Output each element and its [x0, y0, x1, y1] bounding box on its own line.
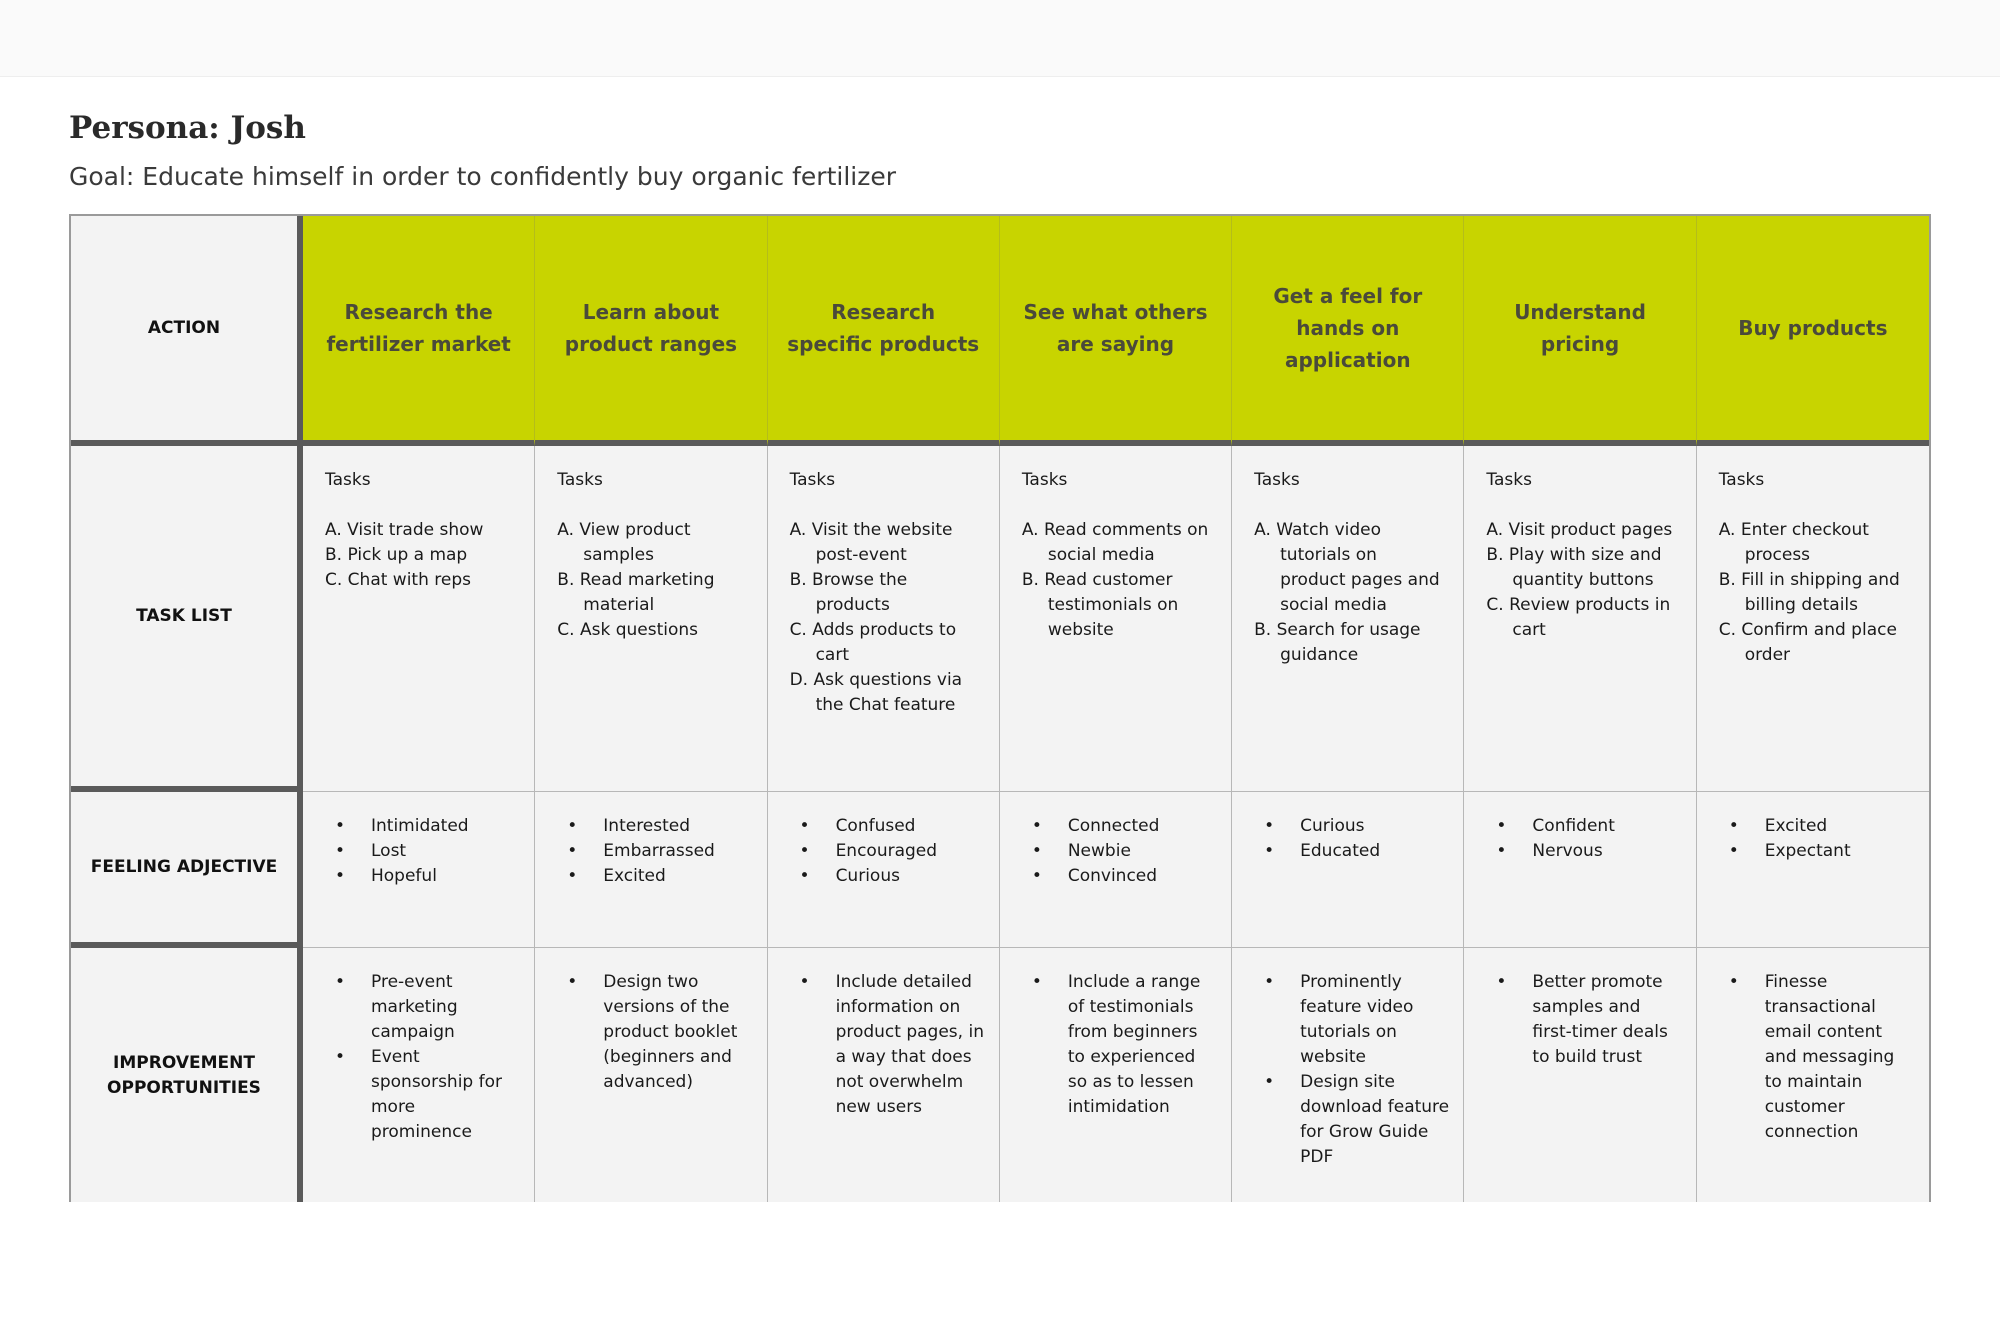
feeling-item: [565, 814, 752, 839]
improvement-cell: [303, 948, 535, 1202]
persona-title: Persona: Josh: [69, 110, 306, 146]
task-cell: [768, 446, 1000, 792]
improvement-item: [1262, 1070, 1449, 1170]
task-cell: [303, 446, 535, 792]
feeling-item: [1030, 814, 1217, 839]
feeling-text: Intimidated: [371, 816, 469, 836]
feeling-item: [1262, 814, 1449, 839]
task-item: A. Visit the website post-event: [789, 520, 953, 565]
feeling-item: [565, 839, 752, 864]
feeling-text: Connected: [1067, 816, 1160, 836]
feeling-cell: [1464, 792, 1696, 948]
improvement-cell: [1697, 948, 1929, 1202]
feeling-text: Nervous: [1532, 841, 1603, 861]
bullet-icon: •: [334, 841, 346, 861]
bullet-icon: •: [1496, 816, 1507, 836]
bullet-icon: •: [799, 972, 810, 992]
bullet-icon: •: [799, 841, 810, 861]
task-item: C. Ask questions: [557, 620, 698, 640]
action-header: Research the fertilizer market: [303, 216, 535, 446]
feeling-text: Expectant: [1764, 841, 1851, 861]
action-header: Get a feel for hands on application: [1232, 216, 1464, 446]
bullet-icon: •: [1728, 972, 1739, 992]
feeling-item: [1030, 839, 1217, 864]
task-item: B. Pick up a map: [325, 545, 468, 565]
feeling-text: Newbie: [1067, 841, 1131, 861]
bullet-icon: •: [1728, 816, 1739, 836]
feeling-text: Curious: [835, 866, 900, 886]
bullet-icon: •: [334, 816, 346, 836]
bullet-icon: •: [1264, 1072, 1275, 1092]
feeling-text: Hopeful: [371, 866, 437, 886]
task-item: B. Fill in shipping and billing details: [1718, 570, 1900, 615]
feeling-text: Confident: [1532, 816, 1615, 836]
feeling-item: [798, 814, 985, 839]
improvement-text: Finesse transactional email content and messaging to maintain customer connection: [1764, 972, 1895, 1142]
task-cell: [1697, 446, 1929, 792]
feeling-text: Interested: [603, 816, 691, 836]
feeling-cell: [303, 792, 535, 948]
feeling-cell: [1000, 792, 1232, 948]
feeling-text: Convinced: [1067, 866, 1158, 886]
tasks-heading: Tasks: [789, 470, 836, 490]
action-header: Buy products: [1697, 216, 1929, 446]
persona-goal: Goal: Educate himself in order to confidently buy organic fertilizer: [69, 162, 897, 191]
action-header: See what others are saying: [1000, 216, 1232, 446]
task-item: C. Confirm and place order: [1718, 620, 1897, 665]
bullet-icon: •: [1496, 972, 1507, 992]
task-item: B. Search for usage guidance: [1254, 620, 1421, 665]
bullet-icon: •: [1031, 841, 1042, 861]
task-item: A. Read comments on social media: [1021, 520, 1209, 565]
task-item: A. Enter checkout process: [1718, 520, 1869, 565]
feeling-item: [1494, 814, 1681, 839]
feeling-text: Curious: [1300, 816, 1365, 836]
bullet-icon: •: [799, 866, 810, 886]
feeling-item: [1727, 814, 1915, 839]
feeling-item: [1494, 839, 1681, 864]
improvement-item: [798, 970, 985, 1120]
bullet-icon: •: [567, 866, 578, 886]
feeling-item: [1262, 839, 1449, 864]
improvement-text: Design site download feature for Grow Guide PDF: [1300, 1072, 1450, 1167]
bullet-icon: •: [1264, 816, 1275, 836]
bullet-icon: •: [567, 816, 578, 836]
bullet-icon: •: [334, 1047, 346, 1067]
improvement-item: [1494, 970, 1681, 1070]
improvement-item: [565, 970, 752, 1095]
bullet-icon: •: [1728, 841, 1739, 861]
task-cell: [1464, 446, 1696, 792]
tasks-heading: Tasks: [1718, 470, 1765, 490]
feeling-cell: [1697, 792, 1929, 948]
bullet-icon: •: [1264, 972, 1275, 992]
action-header: Learn about product ranges: [535, 216, 767, 446]
improvement-item: [1727, 970, 1915, 1145]
task-item: C. Adds products to cart: [789, 620, 957, 665]
improvement-cell: [1464, 948, 1696, 1202]
task-item: B. Read marketing material: [557, 570, 715, 615]
feeling-item: [333, 864, 520, 889]
feeling-item: [798, 839, 985, 864]
row-label-improvement: IMPROVEMENT OPPORTUNITIES: [71, 948, 303, 1202]
task-item: A. Visit trade show: [325, 520, 484, 540]
bullet-icon: •: [1031, 816, 1042, 836]
task-item: C. Chat with reps: [325, 570, 472, 590]
bullet-icon: •: [1264, 841, 1275, 861]
improvement-item: [1262, 970, 1449, 1070]
bullet-icon: •: [567, 841, 578, 861]
action-header: Understand pricing: [1464, 216, 1696, 446]
bullet-icon: •: [567, 972, 578, 992]
feeling-item: [1727, 839, 1915, 864]
improvement-text: Include a range of testimonials from beginners to experienced so as to lessen intimidation: [1067, 972, 1201, 1117]
task-item: A. View product samples: [557, 520, 691, 565]
row-label-feeling: FEELING ADJECTIVE: [71, 792, 303, 948]
task-item: A. Watch video tutorials on product pages and social media: [1254, 520, 1440, 615]
bullet-icon: •: [334, 972, 346, 992]
feeling-cell: [535, 792, 767, 948]
feeling-text: Confused: [835, 816, 916, 836]
top-band: [0, 0, 2000, 77]
task-cell: [1232, 446, 1464, 792]
improvement-cell: [1232, 948, 1464, 1202]
action-header: Research specific products: [768, 216, 1000, 446]
improvement-text: Better promote samples and first-timer deals to build trust: [1532, 972, 1668, 1067]
feeling-text: Embarrassed: [603, 841, 715, 861]
task-item: B. Browse the products: [789, 570, 908, 615]
bullet-icon: •: [1031, 972, 1042, 992]
improvement-text: Include detailed information on product pages, in a way that does not overwhelm new users: [835, 972, 984, 1117]
improvement-cell: [1000, 948, 1232, 1202]
feeling-text: Educated: [1300, 841, 1381, 861]
feeling-cell: [768, 792, 1000, 948]
feeling-item: [333, 814, 520, 839]
improvement-text: Prominently feature video tutorials on website: [1300, 972, 1414, 1067]
tasks-heading: Tasks: [1254, 470, 1300, 490]
journey-map-table: [69, 214, 1931, 1202]
task-cell: [1000, 446, 1232, 792]
improvement-cell: [535, 948, 767, 1202]
bullet-icon: •: [799, 816, 810, 836]
tasks-heading: Tasks: [557, 470, 603, 490]
task-item: B. Read customer testimonials on website: [1021, 570, 1179, 640]
improvement-text: Design two versions of the product booklet (beginners and advanced): [603, 972, 738, 1092]
feeling-item: [1030, 864, 1217, 889]
feeling-item: [333, 839, 520, 864]
feeling-text: Excited: [603, 866, 666, 886]
tasks-heading: Tasks: [1486, 470, 1532, 490]
tasks-heading: Tasks: [1021, 470, 1068, 490]
improvement-item: [333, 970, 520, 1045]
improvement-item: [1030, 970, 1217, 1120]
improvement-text: Pre-event marketing campaign: [371, 972, 458, 1042]
task-item: A. Visit product pages: [1486, 520, 1673, 540]
feeling-text: Excited: [1764, 816, 1828, 836]
row-label-task-list: TASK LIST: [71, 446, 303, 792]
task-item: C. Review products in cart: [1486, 595, 1671, 640]
improvement-cell: [768, 948, 1000, 1202]
improvement-text: Event sponsorship for more prominence: [371, 1047, 502, 1142]
feeling-item: [565, 864, 752, 889]
task-item: B. Play with size and quantity buttons: [1486, 545, 1662, 590]
bullet-icon: •: [1031, 866, 1042, 886]
task-cell: [535, 446, 767, 792]
task-item: D. Ask questions via the Chat feature: [789, 670, 963, 715]
bullet-icon: •: [1496, 841, 1507, 861]
bullet-icon: •: [334, 866, 346, 886]
tasks-heading: Tasks: [325, 470, 371, 490]
feeling-item: [798, 864, 985, 889]
row-label-action: ACTION: [71, 216, 303, 446]
feeling-cell: [1232, 792, 1464, 948]
feeling-text: Lost: [371, 841, 407, 861]
improvement-item: [333, 1045, 520, 1145]
feeling-text: Encouraged: [835, 841, 938, 861]
